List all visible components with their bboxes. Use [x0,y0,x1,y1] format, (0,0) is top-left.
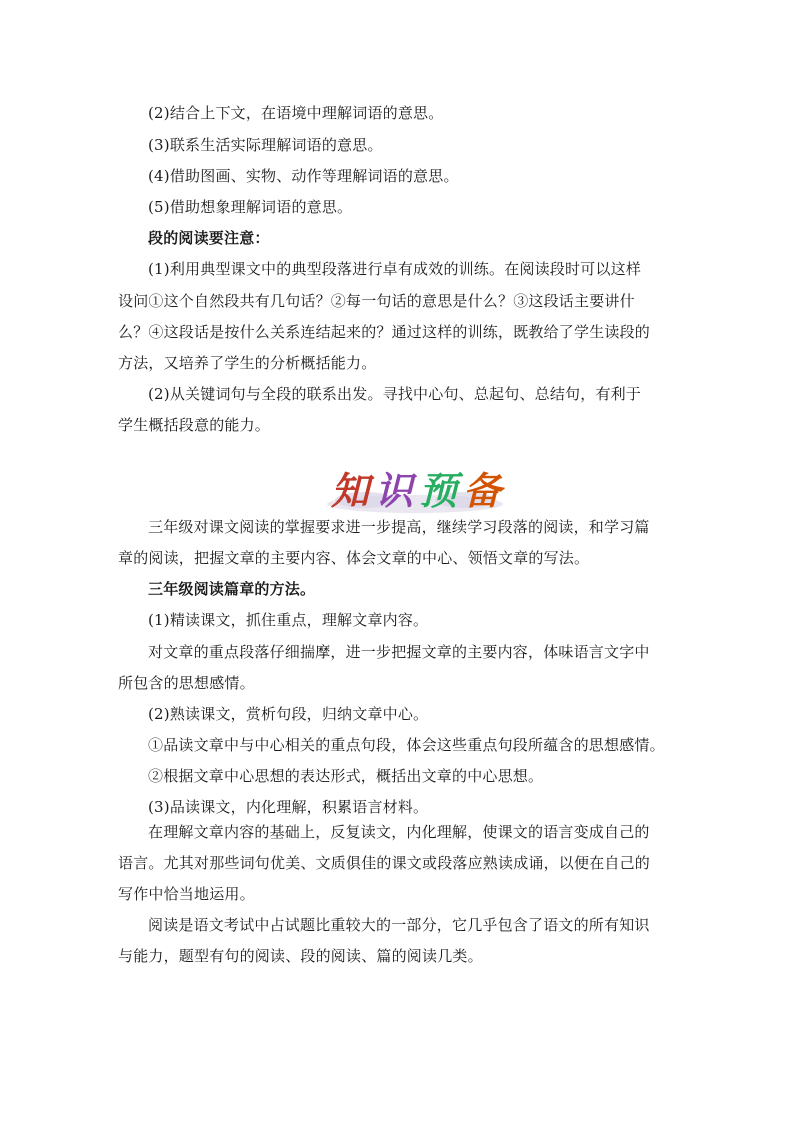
list-item: (4)借助图画、实物、动作等理解词语的意思。 [148,167,459,185]
banner-char: 知 [331,468,370,513]
paragraph-line: 写作中恰当地运用。 [118,885,255,903]
paragraph-line: 三年级对课文阅读的掌握要求进一步提高，继续学习段落的阅读，和学习篇 [148,518,650,536]
banner-char: 预 [419,468,458,513]
banner-char: 识 [375,468,414,513]
banner-graphic [325,466,505,516]
paragraph-line: 阅读是语文考试中占试题比重较大的一部分，它几乎包含了语文的所有知识 [148,916,650,934]
subsection-title: (3)品读课文，内化理解，积累语言材料。 [148,798,429,816]
list-item: (2)结合上下文，在语境中理解词语的意思。 [148,104,444,122]
paragraph-line: 学生概括段意的能力。 [118,416,271,434]
paragraph-line: 章的阅读，把握文章的主要内容、体会文章的中心、领悟文章的写法。 [118,549,590,567]
paragraph-line: 语言。尤其对那些词句优美、文质俱佳的课文或段落应熟读成诵，以便在自己的 [118,854,651,872]
paragraph-line: (1)利用典型课文中的典型段落进行卓有成效的训练。在阅读段时可以这样 [148,260,642,278]
paragraph-line: 与能力，题型有句的阅读、段的阅读、篇的阅读几类。 [118,947,483,965]
subsection-title: (2)熟读课文，赏析句段，归纳文章中心。 [148,705,429,723]
subsection-title: (1)精读课文，抓住重点，理解文章内容。 [148,611,429,629]
paragraph-line: 在理解文章内容的基础上，反复读文，内化理解，使课文的语言变成自己的 [148,823,650,841]
paragraph-line: 设问①这个自然段共有几句话？②每一句话的意思是什么？③这段话主要讲什 [118,292,635,310]
paragraph-line: (2)从关键词句与全段的联系出发。寻找中心句、总起句、总结句，有利于 [148,385,642,403]
banner-char: 备 [463,468,502,513]
section-heading: 三年级阅读篇章的方法。 [148,580,316,598]
knowledge-prep-banner [325,466,505,516]
list-item: ②根据文章中心思想的表达形式，概括出文章的中心思想。 [148,767,544,785]
paragraph-line: 方法，又培养了学生的分析概括能力。 [118,354,377,372]
section-heading: 段的阅读要注意： [148,229,270,247]
paragraph-line: 所包含的思想感情。 [118,674,255,692]
list-item: ①品读文章中与中心相关的重点句段，体会这些重点句段所蕴含的思想感情。 [148,736,665,754]
list-item: (3)联系生活实际理解词语的意思。 [148,136,383,154]
list-item: (5)借助想象理解词语的意思。 [148,198,353,216]
paragraph-line: 么？④这段话是按什么关系连结起来的？通过这样的训练，既教给了学生读段的 [118,323,651,341]
paragraph-line: 对文章的重点段落仔细揣摩，进一步把握文章的主要内容，体味语言文字中 [148,643,650,661]
